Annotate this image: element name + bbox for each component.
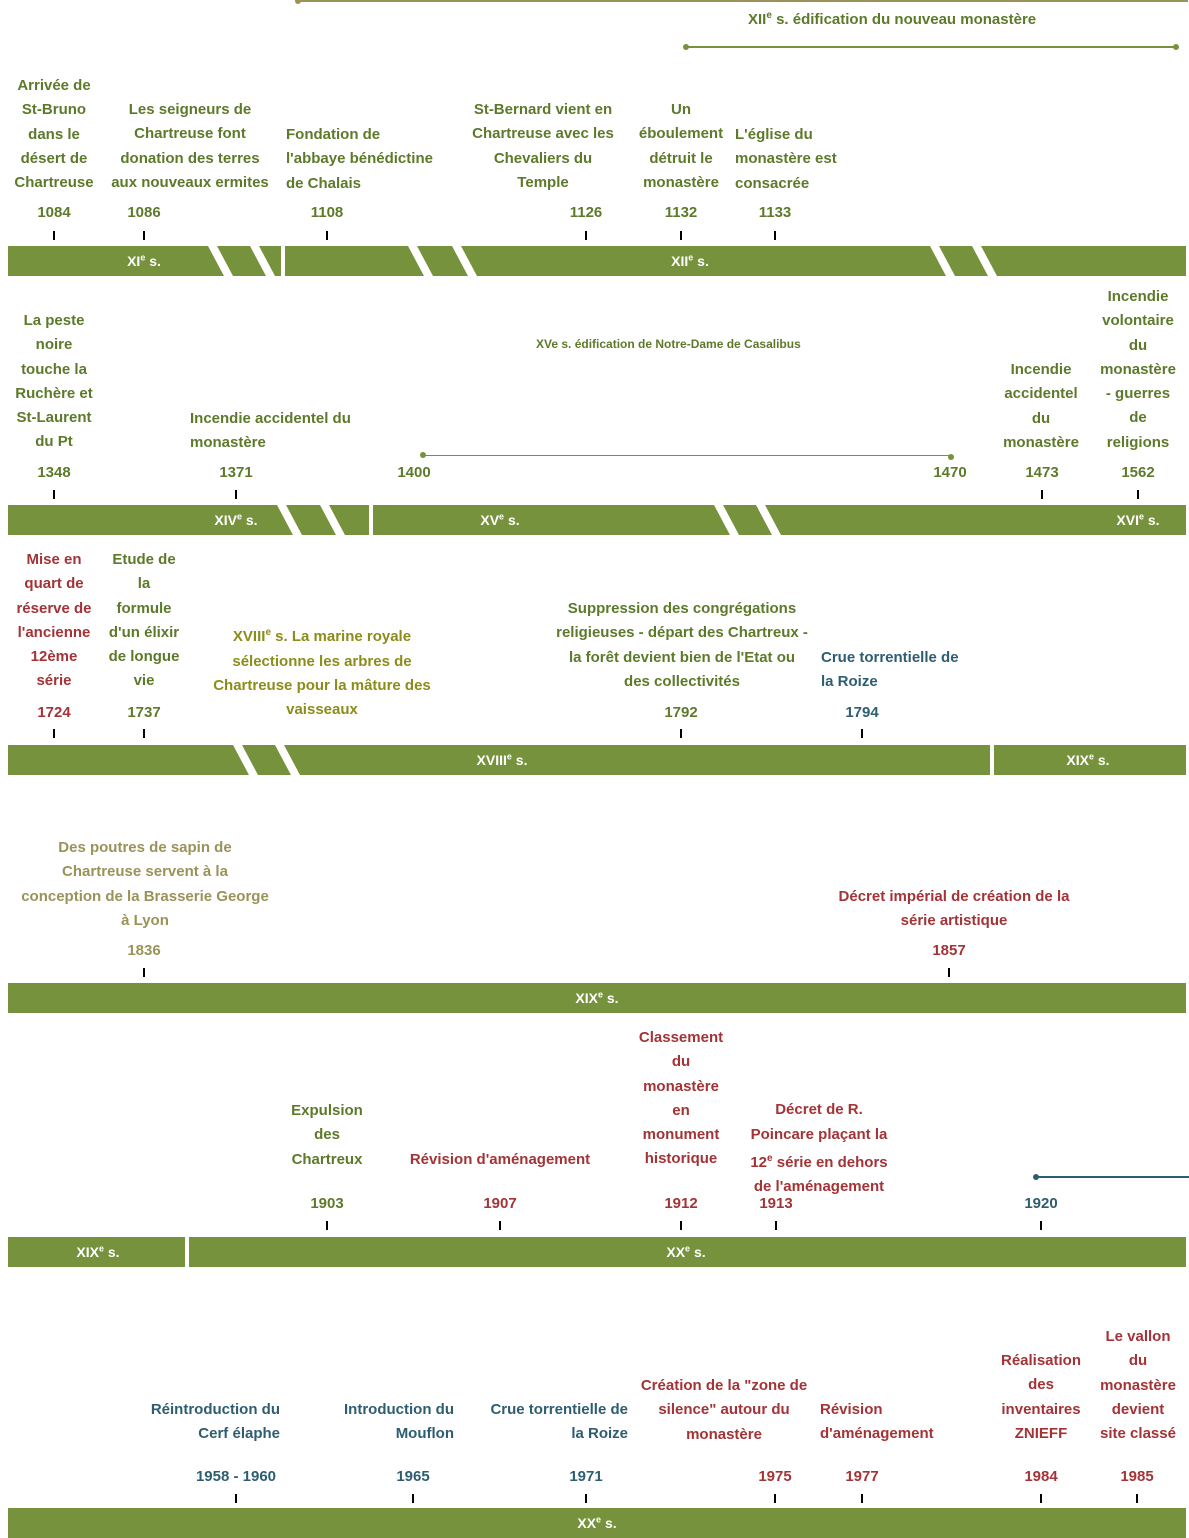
year-label: 1084 (37, 204, 71, 221)
year-tick (53, 490, 55, 499)
year-label: 1792 (664, 704, 698, 721)
year-tick (235, 1494, 237, 1503)
year-tick (774, 231, 776, 240)
year-label: 1913 (759, 1195, 793, 1212)
year-label: 1975 (758, 1468, 792, 1485)
year-label: 1965 (396, 1468, 430, 1485)
event-label: Incendie accidentel du monastère (190, 410, 351, 452)
event-label: Introduction du Mouflon (344, 1401, 454, 1443)
year-tick (1040, 1221, 1042, 1230)
year-label: 1907 (483, 1195, 517, 1212)
event-label: Etude de la formule d'un élixir de longue vie (108, 551, 180, 690)
century-label: XXe s. (577, 1514, 617, 1531)
year-label: 1857 (932, 942, 966, 959)
event-label: Suppression des congrégations religieuses - départ des Chartreux - la forêt devient bien de l'Etat ou des collectivités (556, 600, 808, 690)
century-bar (8, 505, 1186, 535)
period-dot-start (1033, 1174, 1039, 1180)
year-label: 1132 (664, 204, 698, 221)
event-label: Un éboulement détruit le monastère (638, 101, 724, 191)
event-label: Les seigneurs de Chartreuse font donation des terres aux nouveaux ermites (111, 101, 269, 191)
year-tick (53, 231, 55, 240)
century-label: XIe s. (127, 252, 161, 269)
century-label: XIXe s. (575, 989, 619, 1006)
year-tick (775, 1221, 777, 1230)
year-tick (53, 729, 55, 738)
event-label: Réalisation des inventaires ZNIEFF (1000, 1352, 1082, 1442)
year-label: 1985 (1120, 1468, 1154, 1485)
year-tick (1040, 1494, 1042, 1503)
year-label: 1903 (310, 1195, 344, 1212)
year-tick (412, 1494, 414, 1503)
event-label: Révision d'aménagement (820, 1401, 934, 1443)
year-tick (861, 729, 863, 738)
year-tick (143, 231, 145, 240)
year-label: 1126 (569, 204, 603, 221)
event-label: La peste noire touche la Ruchère et St-Laurent du Pt (15, 312, 93, 451)
period-line-xv (423, 455, 951, 456)
period-xv-label: XVe s. édification de Notre-Dame de Casalibus (536, 337, 801, 351)
year-label: 1348 (37, 464, 71, 481)
century-label: XIXe s. (76, 1243, 120, 1260)
century-label: XVIIIe s. (476, 751, 528, 768)
year-tick (1041, 490, 1043, 499)
year-label: 1912 (664, 1195, 698, 1212)
period-line-1920 (1036, 1176, 1189, 1178)
year-tick (948, 968, 950, 977)
year-tick (235, 490, 237, 499)
year-tick (585, 231, 587, 240)
century-bar (8, 246, 1186, 276)
event-label: Classement du monastère en monument historique (638, 1029, 724, 1168)
year-label: 1400 (397, 464, 431, 481)
year-tick (143, 968, 145, 977)
year-label: 1562 (1121, 464, 1155, 481)
year-label: 1794 (845, 704, 879, 721)
event-label: Mise en quart de réserve de l'ancienne 12ème série (16, 551, 92, 690)
event-label: Arrivée de St-Bruno dans le désert de Chartreuse (14, 77, 94, 192)
event-label: Crue torrentielle de la Roize (821, 649, 959, 691)
century-bar (8, 1237, 1186, 1267)
year-label: 1958 - 1960 (195, 1468, 277, 1485)
period-dot-start (683, 44, 689, 50)
century-label: XXe s. (666, 1243, 706, 1260)
year-tick (585, 1494, 587, 1503)
year-label: 1371 (219, 464, 253, 481)
event-label: Incendie volontaire du monastère - guerres de religions (1100, 288, 1176, 451)
year-tick (680, 231, 682, 240)
year-label: 1836 (127, 942, 161, 959)
event-label: Réintroduction du Cerf élaphe (150, 1401, 280, 1443)
year-tick (326, 231, 328, 240)
century-label: XIVe s. (214, 511, 258, 528)
period-dot-end (948, 454, 954, 460)
period-dot-end (1173, 44, 1179, 50)
event-label: Incendie accidentel du monastère (1003, 361, 1079, 451)
year-tick (861, 1494, 863, 1503)
year-label: 1108 (310, 204, 344, 221)
period-dot-start (420, 452, 426, 458)
event-label: Des poutres de sapin de Chartreuse servent à la conception de la Brasserie George à Lyon (21, 839, 269, 929)
event-label: Le vallon du monastère devient site classé (1100, 1328, 1176, 1443)
event-label: St-Bernard vient en Chartreuse avec les Chevaliers du Temple (472, 101, 614, 191)
period-xii-label: XIIe s. édification du nouveau monastère (748, 10, 1037, 28)
event-label: XVIIIe s. La marine royale sélectionne les arbres de Chartreuse pour la mâture des vaisseaux (213, 627, 431, 719)
year-tick (1137, 490, 1139, 499)
century-bar (8, 1508, 1186, 1538)
century-bar (8, 983, 1186, 1013)
year-tick (680, 729, 682, 738)
year-tick (143, 729, 145, 738)
year-label: 1737 (127, 704, 161, 721)
period-line-top-stub (298, 0, 1188, 2)
period-dot (295, 0, 301, 4)
year-label: 1920 (1024, 1195, 1058, 1212)
year-label: 1470 (933, 464, 967, 481)
event-label: Expulsion des Chartreux (291, 1102, 363, 1168)
event-label: Fondation de l'abbaye bénédictine de Chalais (286, 126, 433, 192)
century-label: XIXe s. (1066, 751, 1110, 768)
year-label: 1971 (569, 1468, 603, 1485)
year-tick (1136, 1494, 1138, 1503)
year-label: 1984 (1024, 1468, 1058, 1485)
century-label: XIIe s. (671, 252, 709, 269)
year-label: 1133 (758, 204, 792, 221)
event-label: Révision d'aménagement (409, 1151, 591, 1168)
event-label: L'église du monastère est consacrée (735, 126, 837, 192)
century-label: XVe s. (480, 511, 520, 528)
year-label: 1086 (127, 204, 161, 221)
year-tick (326, 1221, 328, 1230)
event-label: Décret de R. Poincare plaçant la 12e série en dehors de l'aménagement (750, 1101, 888, 1196)
year-label: 1977 (845, 1468, 879, 1485)
year-label: 1724 (37, 704, 71, 721)
period-line-xii (686, 46, 1176, 48)
century-label: XVIe s. (1116, 511, 1160, 528)
event-label: Décret impérial de création de la série artistique (838, 888, 1070, 930)
event-label: Crue torrentielle de la Roize (490, 1401, 628, 1443)
year-tick (499, 1221, 501, 1230)
year-tick (680, 1221, 682, 1230)
year-label: 1473 (1025, 464, 1059, 481)
year-tick (774, 1494, 776, 1503)
century-bar (8, 745, 1186, 775)
event-label: Création de la "zone de silence" autour du monastère (640, 1377, 808, 1443)
